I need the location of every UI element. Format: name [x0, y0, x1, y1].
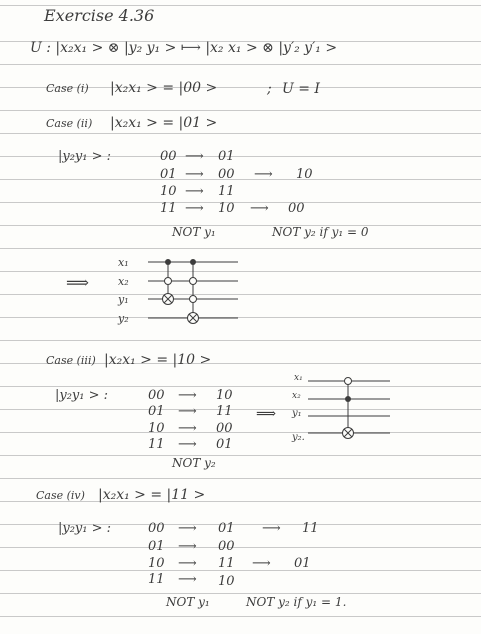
circuit-label-x1: x₁: [294, 373, 303, 383]
case-ii-row-from: 11: [160, 201, 177, 216]
case-iv-row-extra: 01: [294, 556, 311, 571]
arrow: ⟶: [178, 521, 197, 536]
case-ii-row-to: 00: [218, 167, 235, 182]
case-ii-row-extra: 00: [288, 201, 305, 216]
arrow: ⟶: [178, 556, 197, 571]
case-iii-row-from: 10: [148, 421, 165, 436]
implies-arrow: ⟹: [66, 273, 89, 292]
case-i-result: U = I: [282, 81, 320, 97]
case-iii-row-to: 00: [216, 421, 233, 436]
case-iii-state: |x₂x₁ > = |10 >: [104, 352, 212, 368]
circuit-label-x2: x₂: [292, 391, 301, 401]
circuit-label-y1: y₁: [292, 408, 302, 419]
arrow: ⟶: [252, 556, 271, 571]
arrow: ⟶: [178, 572, 197, 587]
case-iv-row-to: 00: [218, 539, 235, 554]
case-iii-row-from: 00: [148, 388, 165, 403]
case-ii-row-to: 01: [218, 149, 235, 164]
case-ii-note-not-y2: NOT y₂ if y₁ = 0: [272, 225, 369, 239]
open-control: [345, 378, 352, 385]
case-iv-row-from: 01: [148, 539, 165, 554]
case-iv-state: |x₂x₁ > = |11 >: [98, 487, 206, 503]
case-iv-row-from: 11: [148, 572, 165, 587]
case-iii-row-from: 01: [148, 404, 165, 419]
circuit-label-x1: x₁: [118, 256, 129, 269]
case-ii-row-to: 11: [218, 184, 235, 199]
case-ii-row-from: 00: [160, 149, 177, 164]
case-iii-lhs: |y₂y₁ > :: [55, 388, 109, 403]
case-ii-row-from: 10: [160, 184, 177, 199]
arrow: ⟶: [178, 388, 197, 403]
circuit-label-y2: y₂: [118, 312, 129, 325]
circuit-label-x2: x₂: [118, 275, 129, 288]
circuit-label-y2: y₂.: [292, 432, 305, 443]
case-iii-row-to: 01: [216, 437, 233, 452]
arrow: ⟶: [178, 539, 197, 554]
unitary-mapping: U : |x₂x₁ > ⊗ |y₂ y₁ > ⟼ |x₂ x₁ > ⊗ |y′₂ y′₁ >: [30, 40, 338, 56]
case-iii-row-to: 11: [216, 404, 233, 419]
case-iii-row-to: 10: [216, 388, 233, 403]
case-iii-note-not-y2: NOT y₂: [172, 456, 216, 470]
case-ii-row-extra: 10: [296, 167, 313, 182]
arrow: ⟶: [185, 184, 204, 199]
arrow: ⟶: [262, 521, 281, 536]
arrow: ⟶: [254, 167, 273, 182]
case-iv-row-to: 11: [218, 556, 235, 571]
case-iv-row-to: 10: [218, 574, 235, 589]
case-ii-label: Case (ii): [46, 117, 93, 130]
case-iii-label: Case (iii): [46, 354, 96, 367]
case-i-label: Case (i): [46, 82, 89, 95]
filled-control: [345, 396, 351, 402]
case-i-state: |x₂x₁ > = |00 >: [110, 80, 218, 96]
arrow: ⟶: [250, 201, 269, 216]
arrow: ⟶: [185, 149, 204, 164]
case-iv-label: Case (iv): [36, 489, 85, 502]
arrow: ⟶: [178, 437, 197, 452]
case-iv-note-not-y2: NOT y₂ if y₁ = 1.: [246, 595, 347, 609]
case-i-separator: ;: [267, 81, 272, 97]
case-iv-lhs: |y₂y₁ > :: [58, 521, 112, 536]
case-ii-row-from: 01: [160, 167, 177, 182]
implies-arrow: ⟹: [256, 406, 277, 422]
case-ii-state: |x₂x₁ > = |01 >: [110, 115, 218, 131]
case-iv-row-from: 10: [148, 556, 165, 571]
case-iv-row-extra: 11: [302, 521, 319, 536]
case-ii-note-not-y1: NOT y₁: [172, 225, 216, 239]
case-iv-row-from: 00: [148, 521, 165, 536]
arrow: ⟶: [185, 167, 204, 182]
case-ii-row-to: 10: [218, 201, 235, 216]
arrow: ⟶: [185, 201, 204, 216]
exercise-title: Exercise 4.36: [44, 6, 155, 25]
circuit-label-y1: y₁: [118, 293, 129, 306]
arrow: ⟶: [178, 421, 197, 436]
case-iv-note-not-y1: NOT y₁: [166, 595, 210, 609]
case-ii-lhs: |y₂y₁ > :: [58, 149, 112, 164]
arrow: ⟶: [178, 404, 197, 419]
case-iv-row-to: 01: [218, 521, 235, 536]
case-iii-row-from: 11: [148, 437, 165, 452]
